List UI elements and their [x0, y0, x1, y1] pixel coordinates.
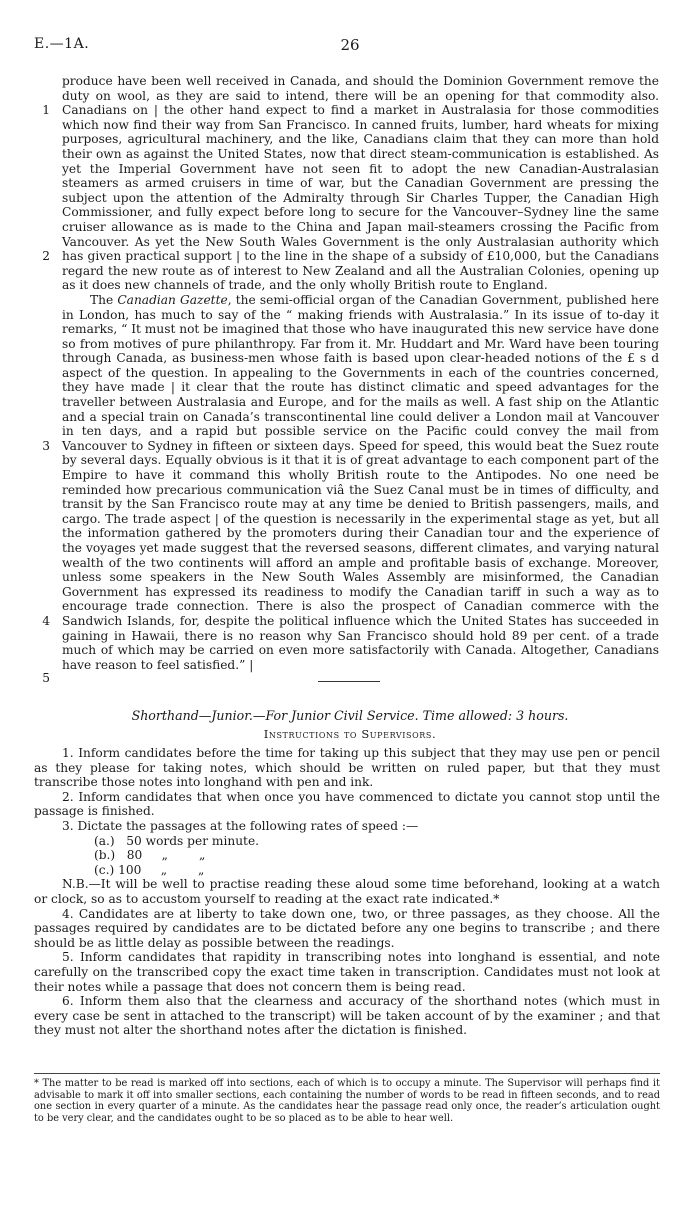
paragraph-text: , the semi-official organ of the Canadian Government, published here in London, has much to say of the “ making friends with Australasia.” In its issue of to-day it remarks, “ It must not be imagined that those who have inaugurated this new service have done so from motives of pure philanthropy. Far from it. Mr. Huddart and Mr. Ward have been touring through Canada, as business-men whose faith is based upon clear-headed notions of the £ s d aspect of the question. In appealing to the Governments in each of the countries concerned, they have made | it clear that the route has distinct climatic and speed advantages for the traveller between Australasia and Europe, and for the mails as well. A fast ship on the Atlantic and a special train on Canada’s transcontinental line could deliver a London mail at Vancouver in ten days, and a rapid but possible service on the Pacific could convey the mail from Vancouver to Sydney in fifteen or sixteen days. Speed for speed, this would beat the Suez route by several days. Equally obvious is it that it is of great advantage to each component part of the Empire to have it command this wholly British route to the Antipodes. No one need be reminded how precarious communication viâ the Suez Canal must be in times of difficulty, and transit by the San Francisco route may at any time be denied to British passengers, mails, and cargo. The trade aspect | of the question is necessarily in the experimental stage as yet, but all the information gathered by the promoters during their Canadian tour and the experience of the voyages yet made suggest that the reversed seasons, different climates, and varying natural wealth of the two continents will afford an ample and profitable basis of exchange. Moreover, unless some speakers in the New South Wales Assembly are misinformed, the Canadian Government has expressed its readiness to modify the Canadian tariff in such a way as to encourage trade connection. There is also the prospect of Canadian commerce with the Sandwich Islands, for, despite the political influence which the United States has succeeded in gaining in Hawaii, there is no reason why San Francisco should hold 89 per cent. of a trade much of which may be carried on even more satisfactorily with Canada. Altogether, Canadians have reason to feel satisfied.” | [62, 292, 659, 672]
page-number: 26 [340, 36, 360, 54]
paragraph-lead: The [90, 292, 118, 307]
instructions-list [34, 746, 660, 1038]
footnote-divider [34, 1073, 660, 1074]
article-paragraph: produce have been well received in Canada, and should the Dominion Government remove the duty on wool, as they are said to intend, there will be an opening for that commodity also. Canadians on | the other hand expect to find a market in Australasia for those commodities which now find their way from San Francisco. In canned fruits, lumber, hard wheats for mixing purposes, agricultural machinery, and the like, Canadians claim that they can more than hold their own as against the United States, now that direct steam-communication is established. As yet the Imperial Government have not seen fit to adopt the new Canadian-Australasian steamers as armed cruisers in time of war, but the Canadian Government are pressing the subject upon the attention of the Admiralty through Sir Charles Tupper, the Canadian High Commissioner, and fully expect before long to secure for the Vancouver–Sydney line the same cruiser allowance as is made to the China and Japan mail-steamers crossing the Pacific from Vancouver. As yet the New South Wales Government is the only Australasian authority which has given practical support | to the line in the shape of a subsidy of £10,000, but the Canadians regard the new route as of interest to New Zealand and all the Australian Colonies, opening up as it does new channels of trade, and the only wholly British route to England. [62, 74, 659, 293]
instruction-item: 3. Dictate the passages at the following rates of speed :— [62, 818, 419, 833]
speed-rates [34, 834, 660, 878]
document-code: E.—1A. [34, 36, 90, 52]
section-marker: 1 [42, 103, 50, 117]
section-marker: 2 [42, 249, 50, 263]
section-marker: 5 [42, 671, 50, 685]
instruction-item: 5. Inform candidates that rapidity in transcribing notes into longhand is essential, and note carefully on the transcribed copy the exact time taken in transcription. Candidates must not look at their notes while a passage that does not concern them is being read. [34, 950, 660, 994]
instruction-item: 1. Inform candidates before the time for taking up this subject that they may use pen or pencil as they please for taking notes, which should be written on ruled paper, but that they must transcribe those notes into longhand with pen and ink. [34, 746, 660, 790]
section-marker: 4 [42, 614, 50, 628]
section-divider [318, 681, 380, 682]
instructions-heading: Instructions to Supervisors. [263, 727, 437, 741]
rate-item: (a.) 50 words per minute. [94, 833, 260, 848]
article-body [42, 74, 659, 685]
instruction-item: 2. Inform candidates that when once you have commenced to dictate you cannot stop until the passage is finished. [34, 789, 660, 819]
footnote: * The matter to be read is marked off into sections, each of which is to occupy a minute. The Supervisor will perhaps find it advisable to mark it off into smaller sections, each containing the number of words to be read in fifteen seconds, and to read one section in every quarter of a minute. As the candidates hear the passage read only once, the reader’s articulation ought to be very clear, and the candidates ought to be so placed as to be able to hear well. [34, 1078, 660, 1124]
publication-title: Canadian Gazette [117, 292, 228, 307]
page-header [34, 36, 666, 58]
rate-item: (c.) 100 „ „ [94, 862, 205, 877]
exam-heading: Shorthand—Junior.—For Junior Civil Service. Time allowed: 3 hours. [131, 708, 569, 723]
article-paragraph [62, 293, 659, 672]
section-marker: 3 [42, 439, 50, 453]
instruction-item: 6. Inform them also that the clearness and accuracy of the shorthand notes (which must in every case be sent in attached to the transcript) will be taken account of by the examiner ; and that they must not alter the shorthand notes after the dictation is finished. [34, 994, 660, 1038]
instruction-item: 4. Candidates are at liberty to take down one, two, or three passages, as they choose. All the passages required by candidates are to be dictated before any one begins to transcribe ; and there should be as little delay as possible between the readings. [34, 906, 660, 950]
rate-item: (b.) 80 „ „ [94, 848, 206, 863]
nota-bene: N.B.—It will be well to practise reading these aloud some time beforehand, looking at a watch or clock, so as to accustom yourself to reading at the exact rate indicated.* [34, 877, 660, 906]
